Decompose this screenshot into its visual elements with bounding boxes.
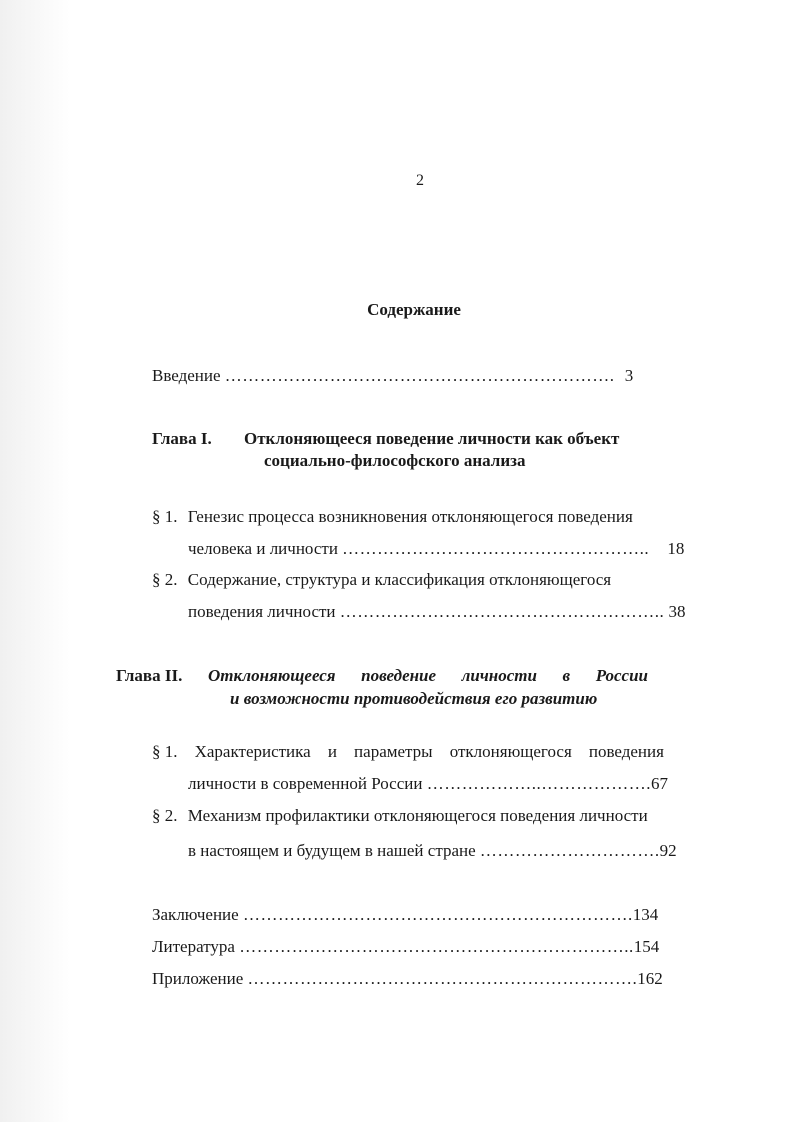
toc-leader-dots: …………………………. xyxy=(479,841,660,860)
section-title-line2: в настоящем и будущем в нашей стране xyxy=(188,841,476,860)
toc-entry-label: Приложение xyxy=(152,969,244,988)
toc-entry-page: 154 xyxy=(633,937,660,956)
section-title-word: и xyxy=(327,742,337,761)
chapter-title-line2-text: и возможности противодействия его развитию xyxy=(230,689,598,708)
toc-leader-dots: …………………………………………………………. xyxy=(224,366,615,385)
chapter-2-heading[interactable] xyxy=(116,666,648,686)
section-title-line1: Содержание, структура и классификация отклоняющегося xyxy=(187,570,612,589)
section-number: § 1. xyxy=(152,507,178,526)
section-title-word: Характеристика xyxy=(194,742,311,761)
toc-entry-page: 38 xyxy=(668,602,686,621)
toc-leader-dots: ………………………………………………………….. xyxy=(239,937,634,956)
section-number: § 2. xyxy=(152,806,178,825)
toc-entry-ch2-s2-line2 xyxy=(188,841,677,861)
toc-entry-conclusion[interactable] xyxy=(152,905,658,925)
chapter-label: Глава I. xyxy=(152,429,212,448)
chapter-1-title-line2: социально-философского анализа xyxy=(264,451,526,470)
toc-entry-ch1-s2-line2 xyxy=(188,602,686,622)
section-title-line1: Механизм профилактики отклоняющегося поведения личности xyxy=(187,806,648,825)
chapter-title-word: в xyxy=(562,666,571,685)
page-number: 2 xyxy=(416,172,424,189)
section-title-line2: человека и личности xyxy=(188,539,338,558)
toc-entry-label: Заключение xyxy=(152,905,239,924)
toc-entry-ch2-s1[interactable] xyxy=(152,742,664,762)
section-title-line1: Генезис процесса возникновения отклоняющегося поведения xyxy=(187,507,633,526)
toc-entry-page: 18 xyxy=(667,539,685,558)
chapter-title-word: России xyxy=(595,666,648,685)
chapter-title-word: Отклоняющееся xyxy=(207,666,336,685)
toc-entry-label: Введение xyxy=(152,366,221,385)
toc-entry-page: 67 xyxy=(650,774,668,793)
toc-entry-ch1-s2[interactable] xyxy=(152,570,611,590)
toc-leader-dots: …………………………………………….. xyxy=(342,539,650,558)
section-title-line2: личности в современной России xyxy=(188,774,423,793)
toc-heading: Содержание xyxy=(367,300,461,319)
toc-leader-dots: ………………..………………. xyxy=(426,774,651,793)
chapter-1-heading[interactable] xyxy=(152,429,619,449)
scan-edge-shadow xyxy=(0,0,70,1122)
toc-leader-dots: …………………………………………………………. xyxy=(247,969,638,988)
chapter-2-title-line2 xyxy=(230,689,597,709)
chapter-title-line1: Отклоняющееся поведение личности как объект xyxy=(243,429,620,448)
section-title-word: поведения xyxy=(588,742,664,761)
toc-leader-dots: ……………………………………………….. xyxy=(339,602,665,621)
toc-entry-intro[interactable] xyxy=(152,366,633,386)
section-number: § 1. xyxy=(152,742,178,761)
section-title-word: параметры xyxy=(354,742,433,761)
chapter-title-word: личности xyxy=(461,666,537,685)
toc-entry-ch2-s2[interactable] xyxy=(152,806,648,826)
toc-entry-label: Литература xyxy=(152,937,235,956)
toc-entry-appendix[interactable] xyxy=(152,969,663,989)
toc-entry-page: 92 xyxy=(659,841,677,860)
section-title-line2: поведения личности xyxy=(188,602,336,621)
toc-entry-page: 3 xyxy=(624,366,634,385)
toc-entry-ch1-s1[interactable] xyxy=(152,507,633,527)
toc-entry-ch2-s1-line2 xyxy=(188,774,668,794)
section-title-word: отклоняющегося xyxy=(449,742,572,761)
toc-entry-page: 162 xyxy=(637,969,663,988)
chapter-label: Глава II. xyxy=(116,666,183,685)
toc-leader-dots: …………………………………………………………. xyxy=(242,905,633,924)
section-number: § 2. xyxy=(152,570,178,589)
toc-entry-ch1-s1-line2 xyxy=(188,539,684,559)
toc-entry-page: 134 xyxy=(632,905,659,924)
chapter-title-word: поведение xyxy=(361,666,437,685)
toc-entry-literature[interactable] xyxy=(152,937,659,957)
